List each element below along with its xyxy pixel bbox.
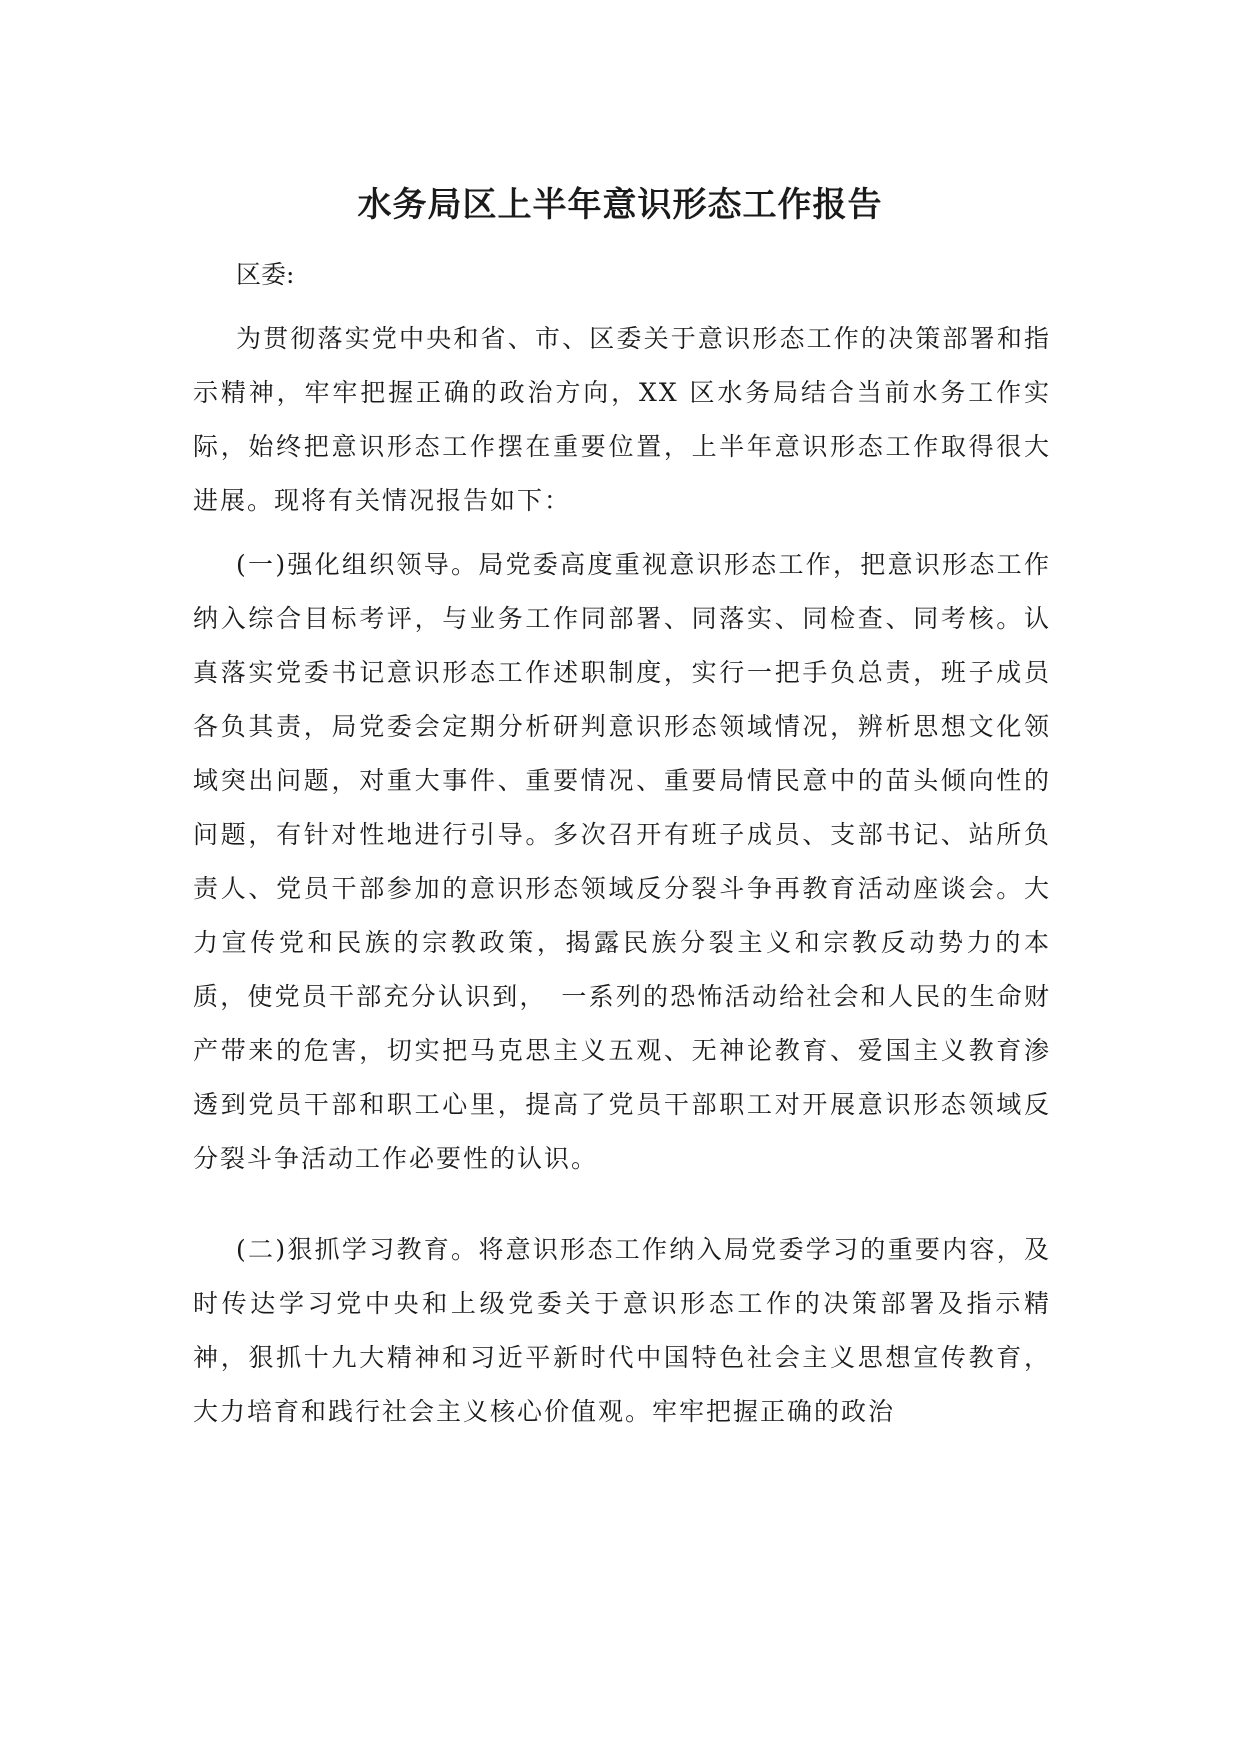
paragraph-study-education: (二)狠抓学习教育。将意识形态工作纳入局党委学习的重要内容，及时传达学习党中央和上级党委关于意识形态工作的决策部署及指示精神，狠抓十九大精神和习近平新时代中国特色社会主义思想宣传教育，大力培育和践行社会主义核心价值观。牢牢把握正确的政治 [193,1235,1051,1426]
document-title: 水务局区上半年意识形态工作报告 [357,185,883,225]
salutation: 区委: [236,260,295,289]
paragraph-intro: 为贯彻落实党中央和省、市、区委关于意识形态工作的决策部署和指示精神，牢牢把握正确的政治方向，XX 区水务局结合当前水务工作实际，始终把意识形态工作摆在重要位置，上半年意识形态工作取得很大进展。现将有关情况报告如下： [193,324,1051,515]
paragraph-organization-leadership: (一)强化组织领导。局党委高度重视意识形态工作，把意识形态工作纳入综合目标考评，与业务工作同部署、同落实、同检查、同考核。认真落实党委书记意识形态工作述职制度，实行一把手负总责，班子成员各负其责，局党委会定期分析研判意识形态领域情况，辨析思想文化领域突出问题，对重大事件、重要情况、重要局情民意中的苗头倾向性的问题，有针对性地进行引导。多次召开有班子成员、支部书记、站所负责人、党员干部参加的意识形态领域反分裂斗争再教育活动座谈会。大力宣传党和民族的宗教政策，揭露民族分裂主义和宗教反动势力的本质，使党员干部充分认识到， 一系列的恐怖活动给社会和人民的生命财产带来的危害，切实把马克思主义五观、无神论教育、爱国主义教育渗透到党员干部和职工心里，提高了党员干部职工对开展意识形态领域反分裂斗争活动工作必要性的认识。 [193,550,1051,1173]
